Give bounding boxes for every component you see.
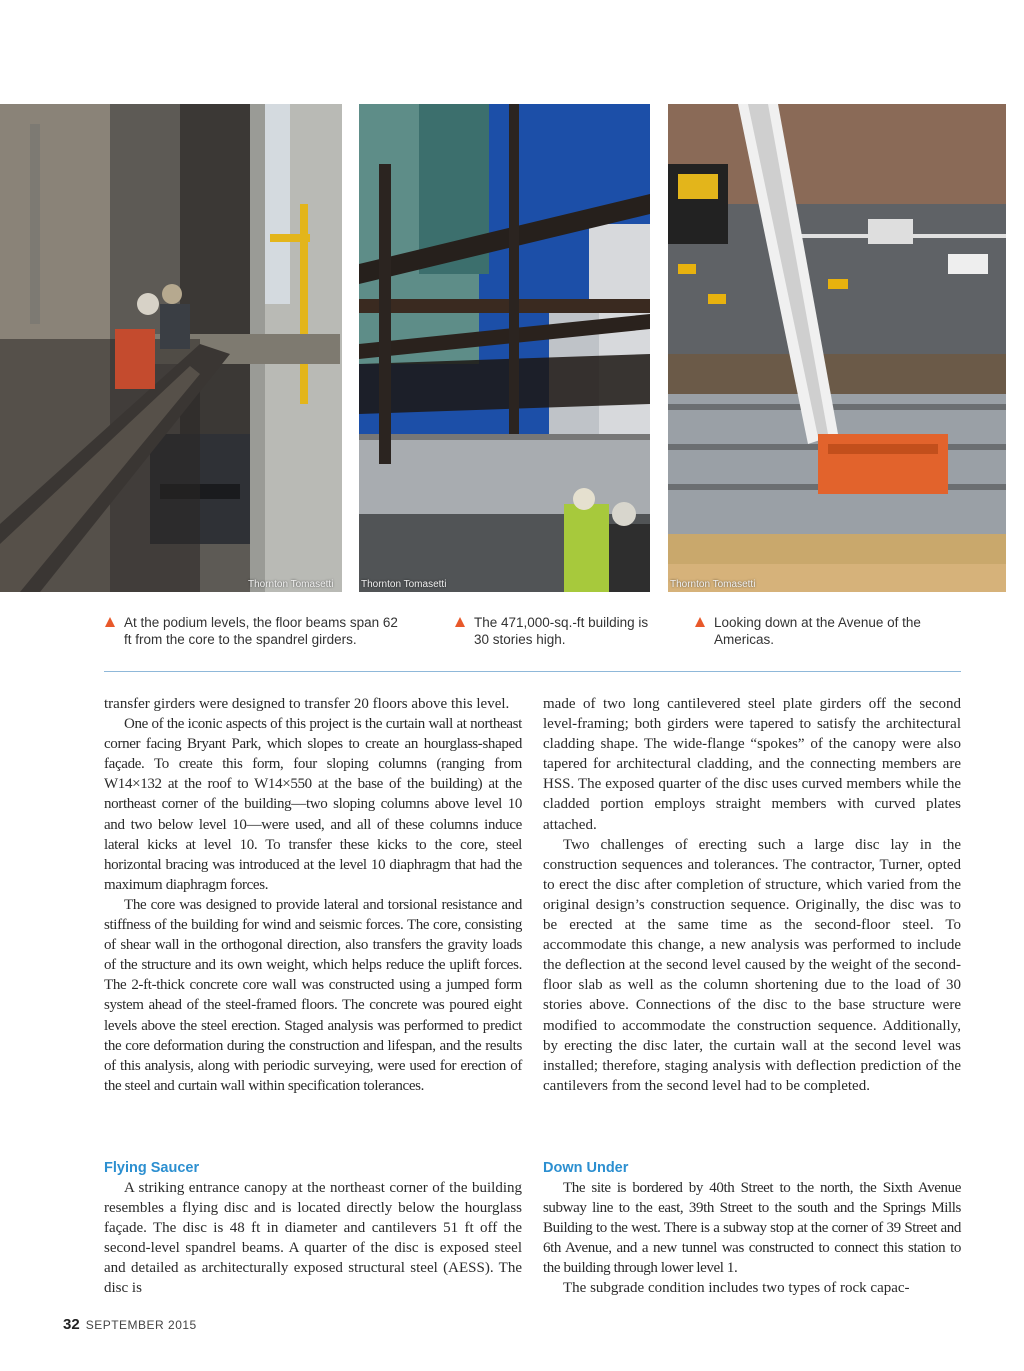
section-heading: Flying Saucer (104, 1160, 200, 1176)
article-column-right (543, 694, 961, 1096)
caption-divider (104, 671, 961, 672)
photo-caption (695, 614, 925, 648)
photo-credit: Thornton Tomasetti (361, 579, 447, 590)
body-paragraph: The site is bordered by 40th Street to the north, the Sixth Avenue subway line to the east, 39th Street to the south and the Springs Mills Building to the west. There is a subway stop at the corner of 39 Street and 6th Avenue, and a new tunnel was constructed to connect this station to the building through lower level 1. (543, 1180, 961, 1277)
photo-caption (105, 614, 405, 648)
section-flying-saucer (104, 1158, 522, 1299)
body-paragraph: A striking entrance canopy at the northeast corner of the building resembles a flying disc and is located directly below the hourglass façade. The disc is 48 ft in diameter and cantilevers 51 ft off the second-level spandrel beams. A quarter of the disc is exposed steel and detailed as architecturally exposed structural steel (AESS). The disc is (104, 1180, 522, 1297)
caption-arrow-icon (695, 617, 705, 627)
caption-arrow-icon (455, 617, 465, 627)
photo-credit: Thornton Tomasetti (248, 579, 334, 590)
caption-text: At the podium levels, the floor beams span 62 ft from the core to the spandrel girders. (124, 615, 398, 647)
caption-text: The 471,000-sq.-ft building is 30 stories high. (474, 615, 649, 647)
photo-credit: Thornton Tomasetti (670, 579, 756, 590)
photo-caption (455, 614, 665, 648)
photo-ironworkers (0, 104, 342, 592)
body-paragraph: One of the iconic aspects of this project is the curtain wall at northeast corner facing Bryant Park, which slopes to create an hourglass-shaped façade. To create this form, four sloping columns (ranging from W14×132 at the roof to W14×550 at the base of the building) at the northeast corner of the building—two sloping columns above level 10 and two below level 10—were used, and all of these columns induce lateral kicks at level 10. To transfer these kicks to the core, steel horizontal bracing was introduced at the level 10 diaphragm that had the maximum diaphragm forces. (104, 716, 522, 893)
body-paragraph: The subgrade condition includes two types of rock capac- (563, 1280, 910, 1297)
article-column-left (104, 694, 522, 1096)
issue-date: SEPTEMBER 2015 (85, 1318, 197, 1332)
body-paragraph: Two challenges of erecting such a large disc lay in the construction sequences and tolerances. The contractor, Turner, opted to erect the disc after completion of structure, which varied from the original design’s construction sequence. Originally, the disc was to be erected at the same time as the second-floor steel. To accommodate this change, a new analysis was performed to include the deflection at the second level caused by the weight of the second-floor slab as well as the column shortening due to the load of 30 stories above. Connections of the disc to the base structure were modified to accommodate the construction sequence. Additionally, by erecting the disc later, the curtain wall at the second level was installed; therefore, staging analysis with deflection prediction of the cantilevers from the second level had to be completed. (543, 836, 961, 1094)
body-paragraph: made of two long cantilevered steel plate girders off the second level-framing; both girders were tapered to satisfy the architectural cladding shape. The wide-flange “spokes” of the canopy were also tapered for architectural cladding, and the connecting members are HSS. The exposed quarter of the disc uses curved members while the cladded portion employs straight members with curved plates attached. (543, 696, 961, 833)
caption-text: Looking down at the Avenue of the Americas. (714, 615, 921, 647)
caption-arrow-icon (105, 617, 115, 627)
body-paragraph: The core was designed to provide lateral and torsional resistance and stiffness of the building for wind and seismic forces. The core, consisting of shear wall in the orthogonal direction, also transfers the gravity loads of the structure and its own weight, which helps reduce the uplift forces. The 2-ft-thick concrete core wall was constructed using a jumped form system ahead of the steel-framed floors. The concrete was poured eight levels above the steel erection. Staged analysis was performed to predict the core deformation during the construction and lifespan, and the results of this analysis, along with periodic surveying, were used for erection of the steel and curtain wall within specification tolerances. (104, 896, 522, 1094)
photo-steel-frame (359, 104, 650, 592)
photo-steel-frame-image (359, 104, 650, 592)
photo-ironworkers-image (0, 104, 342, 592)
photo-avenue-down-image (668, 104, 1006, 592)
page-number: 32 (63, 1316, 80, 1333)
body-paragraph: transfer girders were designed to transfer 20 floors above this level. (104, 696, 510, 712)
photo-avenue-down (668, 104, 1006, 592)
section-down-under (543, 1158, 961, 1299)
page-folio (63, 1316, 197, 1333)
section-heading: Down Under (543, 1160, 629, 1176)
